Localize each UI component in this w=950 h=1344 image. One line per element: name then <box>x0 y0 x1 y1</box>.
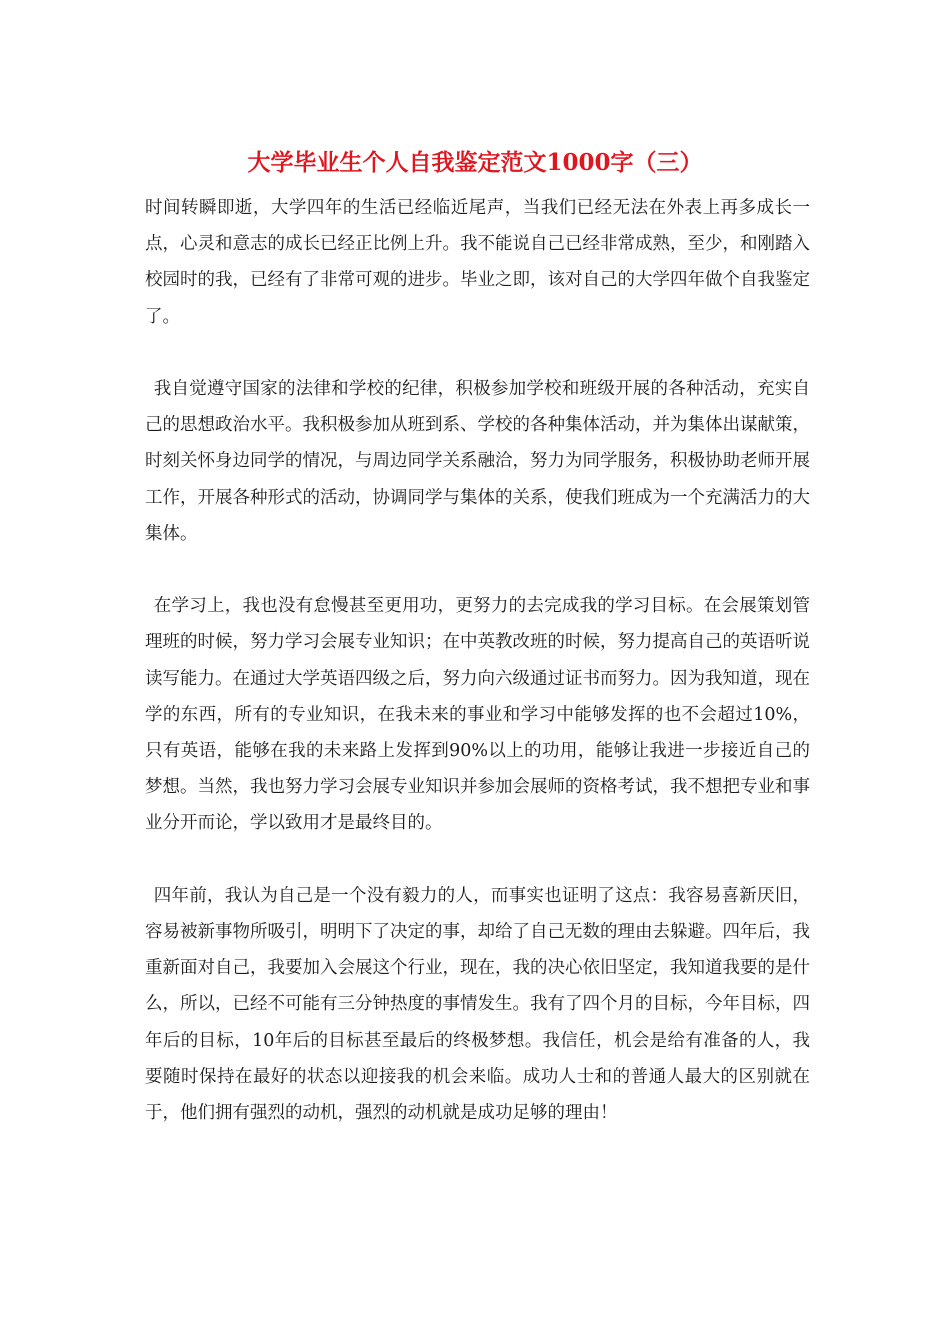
paragraph-1: 时间转瞬即逝，大学四年的生活已经临近尾声，当我们已经无法在外表上再多成长一点，心灵和意志的成长已经正比例上升。我不能说自己已经非常成熟，至少，和刚踏入校园时的我，已经有了非常可观的进步。毕业之即，该对自己的大学四年做个自我鉴定了。 <box>145 198 810 327</box>
document-title: 大学毕业生个人自我鉴定范文1000字（三） <box>247 149 703 176</box>
paragraph-3: 在学习上，我也没有怠慢甚至更用功，更努力的去完成我的学习目标。在会展策划管理班的时候，努力学习会展专业知识；在中英教改班的时候，努力提高自己的英语听说读写能力。在通过大学英语四级之后，努力向六级通过证书而努力。因为我知道，现在学的东西，所有的专业知识，在我未来的事业和学习中能够发挥的也不会超过10%，只有英语，能够在我的未来路上发挥到90%以上的功用，能够让我进一步接近自己的梦想。当然，我也努力学习会展专业知识并参加会展师的资格考试，我不想把专业和事业分开而论，学以致用才是最终目的。 <box>145 596 810 834</box>
document-body <box>145 190 810 1167</box>
paragraph-4: 四年前，我认为自己是一个没有毅力的人，而事实也证明了这点：我容易喜新厌旧，容易被新事物所吸引，明明下了决定的事，却给了自己无数的理由去躲避。四年后，我重新面对自己，我要加入会展这个行业，现在，我的决心依旧坚定，我知道我要的是什么，所以，已经不可能有三分钟热度的事情发生。我有了四个月的目标，今年目标，四年后的目标，10年后的目标甚至最后的终极梦想。我信任，机会是给有准备的人，我要随时保持在最好的状态以迎接我的机会来临。成功人士和的普通人最大的区别就在于，他们拥有强烈的动机，强烈的动机就是成功足够的理由！ <box>145 885 810 1124</box>
paragraph-2: 我自觉遵守国家的法律和学校的纪律，积极参加学校和班级开展的各种活动，充实自己的思想政治水平。我积极参加从班到系、学校的各种集体活动，并为集体出谋献策，时刻关怀身边同学的情况，与周边同学关系融洽，努力为同学服务，积极协助老师开展工作，开展各种形式的活动，协调同学与集体的关系，使我们班成为一个充满活力的大集体。 <box>145 379 810 544</box>
